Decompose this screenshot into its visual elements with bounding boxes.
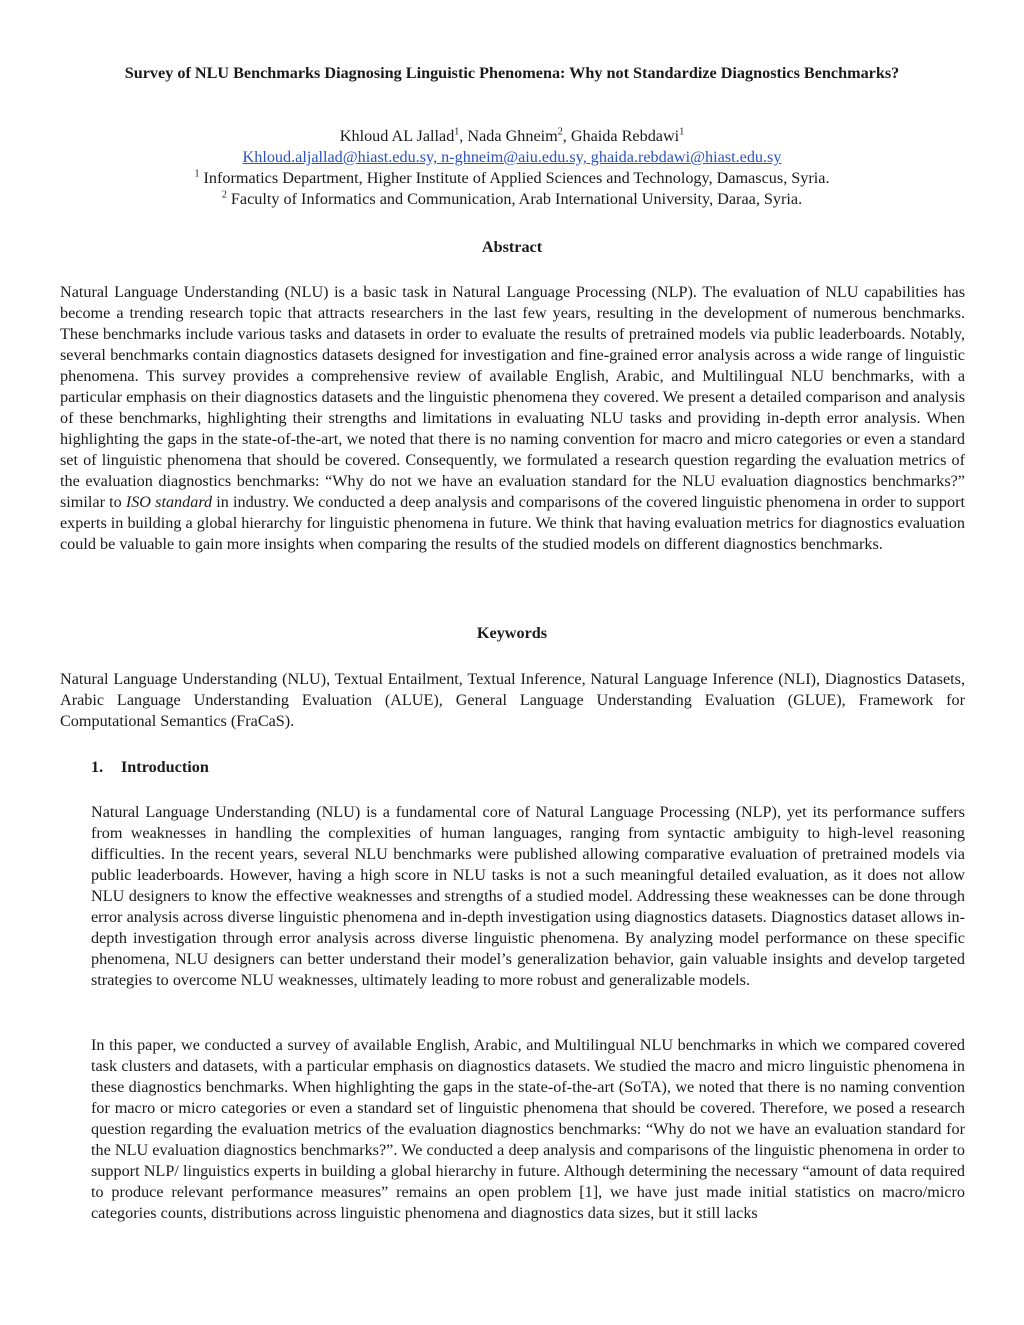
abstract-heading: Abstract: [481, 238, 543, 256]
section-heading-introduction: [91, 757, 209, 777]
affiliation-marker: 1: [194, 168, 200, 180]
abstract-text-part: in industry. We conducted a deep analysis and comparisons of the covered linguistic phenomena in order to support experts in building a global hierarchy for linguistic phenomena in future. We think that having evaluation metrics for diagnostics evaluation could be valuable to gain more insights when comparing the results of the studied models on different diagnostics benchmarks.: [60, 493, 965, 553]
author-block: [40, 126, 984, 210]
paper-title: Survey of NLU Benchmarks Diagnosing Linguistic Phenomena: Why not Standardize Diagnostics Benchmarks?: [124, 64, 900, 82]
affiliation-2: [40, 189, 984, 210]
section-title: Introduction: [121, 758, 209, 776]
section-number: 1.: [91, 758, 104, 776]
author-names: [40, 126, 984, 147]
affiliation-marker: 1: [454, 126, 460, 138]
affiliation-text: Faculty of Informatics and Communication, Arab International University, Daraa, Syria.: [230, 190, 803, 208]
intro-paragraph-1: Natural Language Understanding (NLU) is a fundamental core of Natural Language Processing (NLP), yet its performance suffers from weaknesses in handling the complexities of human languages, ranging from syntactic ambiguity to high-level reasoning difficulties. In the recent years, several NLU benchmarks were published allowing comparative evaluation of pretrained models via public leaderboards. However, having a high score in NLU tasks is not a such meaningful detailed evaluation, as it does not allow NLU designers to know the effective weaknesses and strengths of a studied model. Addressing these weaknesses can be done through error analysis across diverse linguistic phenomena and in-depth investigation using diagnostics datasets. Diagnostics dataset allows in-depth investigation through error analysis across diverse linguistic phenomena. By analyzing model performance on these specific phenomena, NLU designers can better understand their model’s generalization behavior, gain valuable insights and develop targeted strategies to overcome NLU weaknesses, ultimately leading to more robust and generalizable models.: [91, 803, 965, 989]
abstract-text-part: Natural Language Understanding (NLU) is a basic task in Natural Language Processing (NLP). The evaluation of NLU capabilities has become a trending research topic that attracts researchers in the last few years, resulting in the development of numerous benchmarks. These benchmarks include various tasks and datasets in order to evaluate the results of pretrained models via public leaderboards. Notably, several benchmarks contain diagnostics datasets designed for investigation and fine-grained error analysis across a wide range of linguistic phenomena. This survey provides a comprehensive review of available English, Arabic, and Multilingual NLU benchmarks, with a particular emphasis on their diagnostics datasets and the linguistic phenomena they covered. We present a detailed comparison and analysis of these benchmarks, highlighting their strengths and limitations in evaluating NLU tasks and providing in-depth error analysis. When highlighting the gaps in the state-of-the-art, we noted that there is no naming convention for macro and micro categories or even a standard set of linguistic phenomena that should be covered. Consequently, we formulated a research question regarding the evaluation metrics of the evaluation diagnostics benchmarks: “Why do not we have an evaluation standard for the NLU evaluation diagnostics benchmarks?” similar to: [60, 283, 965, 511]
affiliation-1: [40, 168, 984, 189]
keywords-heading: Keywords: [476, 624, 548, 642]
affiliation-text: Informatics Department, Higher Institute of Applied Sciences and Technology, Damascus, Syria.: [203, 169, 830, 187]
affiliation-marker: 1: [679, 126, 685, 138]
author-name: Ghaida Rebdawi: [570, 127, 680, 145]
author-name: Khloud AL Jallad: [339, 127, 455, 145]
keywords-text: Natural Language Understanding (NLU), Textual Entailment, Textual Inference, Natural Language Inference (NLI), Diagnostics Datasets, Arabic Language Understanding Evaluation (ALUE), General Language Understanding Evaluation (GLUE), Framework for Computational Semantics (FraCaS).: [60, 670, 965, 730]
author-separator: ,: [459, 127, 468, 145]
author-separator: ,: [562, 127, 571, 145]
abstract-text: [60, 282, 965, 555]
abstract-italic-term: ISO standard: [125, 493, 213, 511]
affiliation-marker: 2: [221, 189, 227, 201]
author-name: Nada Ghneim: [467, 127, 558, 145]
affiliation-marker: 2: [557, 126, 563, 138]
author-emails-link[interactable]: Khloud.aljallad@hiast.edu.sy, n-ghneim@aiu.edu.sy, ghaida.rebdawi@hiast.edu.sy: [242, 148, 782, 166]
intro-paragraph-2: In this paper, we conducted a survey of available English, Arabic, and Multilingual NLU benchmarks in which we compared covered task clusters and datasets, with a particular emphasis on diagnostics datasets. We studied the macro and micro linguistic phenomena in these diagnostics benchmarks. When highlighting the gaps in the state-of-the-art (SoTA), we noted that there is no naming convention for macro or micro categories or even a standard set of linguistic phenomena that should be covered. Therefore, we posed a research question regarding the evaluation metrics of the evaluation diagnostics benchmarks: “Why do not we have an evaluation standard for the NLU evaluation diagnostics benchmarks?”. We conducted a deep analysis and comparisons of the linguistic phenomena in order to support NLP/ linguistics experts in building a global hierarchy in future. Although determining the necessary “amount of data required to produce relevant performance measures” remains an open problem [1], we have just made initial statistics on macro/micro categories counts, distributions across linguistic phenomena and diagnostics data sizes, but it still lacks: [91, 1036, 965, 1222]
